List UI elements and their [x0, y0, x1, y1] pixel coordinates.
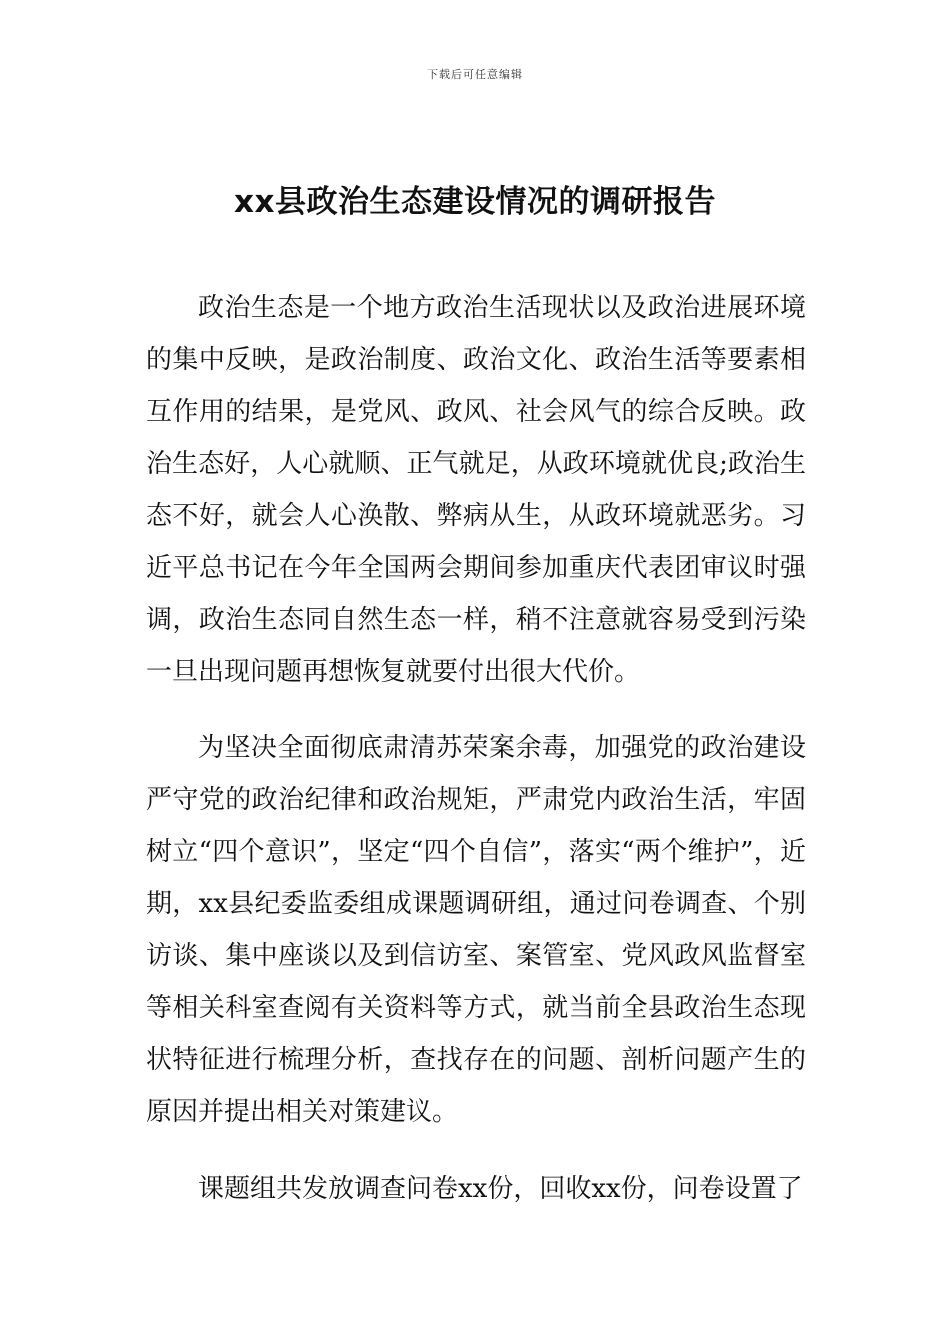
document-title: xx县政治生态建设情况的调研报告: [234, 184, 716, 220]
paragraph-3: 课题组共发放调查问卷xx份，回收xx份，问卷设置了: [198, 1174, 803, 1204]
header-note: 下载后可任意编辑: [427, 68, 523, 81]
paragraph-1: 政治生态是一个地方政治生活现状以及政治进展环境的集中反映，是政治制度、政治文化、政治生活等要素相互作用的结果，是党风、政风、社会风气的综合反映。政治生态好，人心就顺、正气就足，从政环境就优良;政治生态不好，就会人心涣散、弊病从生，从政环境就恶劣。习近平总书记在今年全国两会期间参加重庆代表团审议时强调，政治生态同自然生态一样，稍不注意就容易受到污染一旦出现问题再想恢复就要付出很大代价。: [146, 293, 806, 687]
paragraph-2: 为坚决全面彻底肃清苏荣案余毒，加强党的政治建设严守党的政治纪律和政治规矩，严肃党内政治生活，牢固树立“四个意识”，坚定“四个自信”，落实“两个维护”，近期，xx县纪委监委组成课题调研组，通过问卷调查、个别访谈、集中座谈以及到信访室、案管室、党风政风监督室等相关科室查阅有关资料等方式，就当前全县政治生态现状特征进行梳理分析，查找存在的问题、剖析问题产生的原因并提出相关对策建议。: [146, 733, 806, 1127]
paragraph-3-block: [146, 1163, 806, 1215]
paragraph-1-block: [146, 282, 806, 698]
paragraph-2-block: [146, 722, 806, 1138]
